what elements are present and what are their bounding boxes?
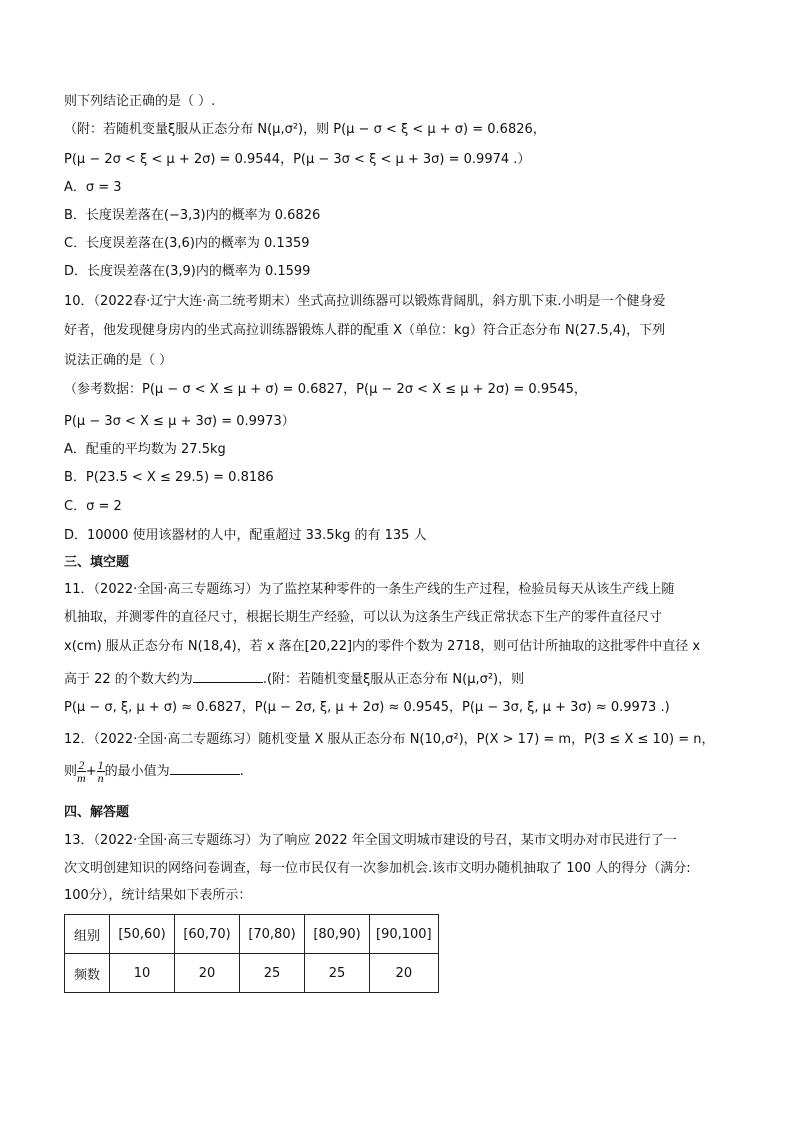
q12-min-text: 的最小值为	[104, 764, 170, 779]
q12-line-2	[64, 758, 734, 786]
table-cell-group: [80,90)	[305, 915, 370, 954]
table-cell-group: [60,70)	[175, 915, 240, 954]
q9-option-a: A．σ = 3	[64, 180, 122, 195]
q12-then: 则	[64, 764, 78, 779]
frequency-table	[64, 914, 439, 993]
section-fill-in-heading: 三、填空题	[64, 555, 130, 570]
table-cell-count: 25	[240, 954, 305, 993]
table-cell-count: 20	[175, 954, 240, 993]
q9-option-b: B．长度误差落在(−3,3)内的概率为 0.6826	[64, 208, 321, 223]
q11-line-4	[64, 668, 734, 690]
q10-reference-line-2: P(μ − 3σ < X ≤ μ + 3σ) = 0.9973）	[64, 414, 295, 429]
q11-line-1: 11．（2022·全国·高三专题练习）为了监控某种零件的一条生产线的生产过程，检验员每天从该生产线上随	[64, 582, 675, 597]
q9-option-c: C．长度误差落在(3,6)内的概率为 0.1359	[64, 236, 310, 251]
q10-reference-line-1: （参考数据：P(μ − σ < X ≤ μ + σ) = 0.6827，P(μ − 2σ < X ≤ μ + 2σ) = 0.9545，	[64, 382, 587, 397]
q12-period: .	[239, 764, 244, 779]
table-cell-count: 10	[110, 954, 175, 993]
q12-answer-blank[interactable]	[170, 760, 240, 775]
table-cell-group: [90,100]	[370, 915, 439, 954]
q11-answer-blank[interactable]	[193, 668, 263, 683]
table-cell-count: 25	[305, 954, 370, 993]
q11-line-2: 机抽取，并测零件的直径尺寸，根据长期生产经验，可以认为这条生产线正常状态下生产的零件直径尺寸	[64, 610, 663, 625]
q9-note-line-1: （附：若随机变量ξ服从正态分布 N(μ,σ²)，则 P(μ − σ < ξ < μ + σ) = 0.6826，	[64, 122, 546, 137]
table-cell-group: [70,80)	[240, 915, 305, 954]
table-row-counts	[65, 954, 439, 993]
q10-line-1: 10．（2022春·辽宁大连·高二统考期末）坐式高拉训练器可以锻炼背阔肌，斜方肌下束.小明是一个健身爱	[64, 294, 666, 309]
q10-option-c: C．σ = 2	[64, 499, 122, 514]
q12-line-1: 12．（2022·全国·高二专题练习）随机变量 X 服从正态分布 N(10,σ²)，P(X > 17) = m，P(3 ≤ X ≤ 10) = n，	[64, 732, 715, 747]
table-header-count: 频数	[65, 954, 110, 993]
q11-line-4-note: .(附：若随机变量ξ服从正态分布 N(μ,σ²)，则	[262, 672, 525, 687]
q10-line-3: 说法正确的是（ ）	[64, 353, 173, 368]
table-row-groups	[65, 915, 439, 954]
table-cell-group: [50,60)	[110, 915, 175, 954]
q13-line-2: 次文明创建知识的网络问卷调查，每一位市民仅有一次参加机会.该市文明办随机抽取了 100 人的得分（满分:	[64, 861, 691, 876]
q13-line-3: 100分），统计结果如下表所示：	[64, 888, 252, 903]
q12-fraction-1-over-n: $\frac{1}{n}$	[97, 758, 104, 785]
q10-option-b: B．P(23.5 < X ≤ 29.5) = 0.8186	[64, 470, 274, 485]
q11-line-3: x(cm) 服从正态分布 N(18,4)，若 x 落在[20,22]内的零件个数为 2718，则可估计所抽取的这批零件中直径 x	[64, 639, 701, 654]
q9-option-d: D．长度误差落在(3,9)内的概率为 0.1599	[64, 264, 311, 279]
q9-note-line-2: P(μ − 2σ < ξ < μ + 2σ) = 0.9544，P(μ − 3σ < ξ < μ + 3σ) = 0.9974 .）	[64, 152, 531, 167]
q11-line-5: P(μ − σ, ξ, μ + σ) ≈ 0.6827，P(μ − 2σ, ξ, μ + 2σ) ≈ 0.9545，P(μ − 3σ, ξ, μ + 3σ) ≈ 0.9973 .)	[64, 700, 670, 715]
q13-line-1: 13．（2022·全国·高三专题练习）为了响应 2022 年全国文明城市建设的号召，某市文明办对市民进行了一	[64, 833, 677, 848]
table-cell-count: 20	[370, 954, 439, 993]
q11-line-4-text: 高于 22 的个数大约为	[64, 672, 193, 687]
table-header-group: 组别	[65, 915, 110, 954]
q12-plus: +	[85, 764, 97, 779]
q10-option-a: A．配重的平均数为 27.5kg	[64, 442, 226, 457]
q10-line-2: 好者，他发现健身房内的坐式高拉训练器锻炼人群的配重 X（单位：kg）符合正态分布 N(27.5,4)，下列	[64, 323, 666, 338]
q12-fraction-2-over-m: $\frac{2}{m}$	[77, 758, 86, 785]
q9-stem-end: 则下列结论正确的是（ ）.	[64, 94, 216, 109]
q10-option-d: D．10000 使用该器材的人中，配重超过 33.5kg 的有 135 人	[64, 528, 427, 543]
section-answer-heading: 四、解答题	[64, 805, 130, 820]
